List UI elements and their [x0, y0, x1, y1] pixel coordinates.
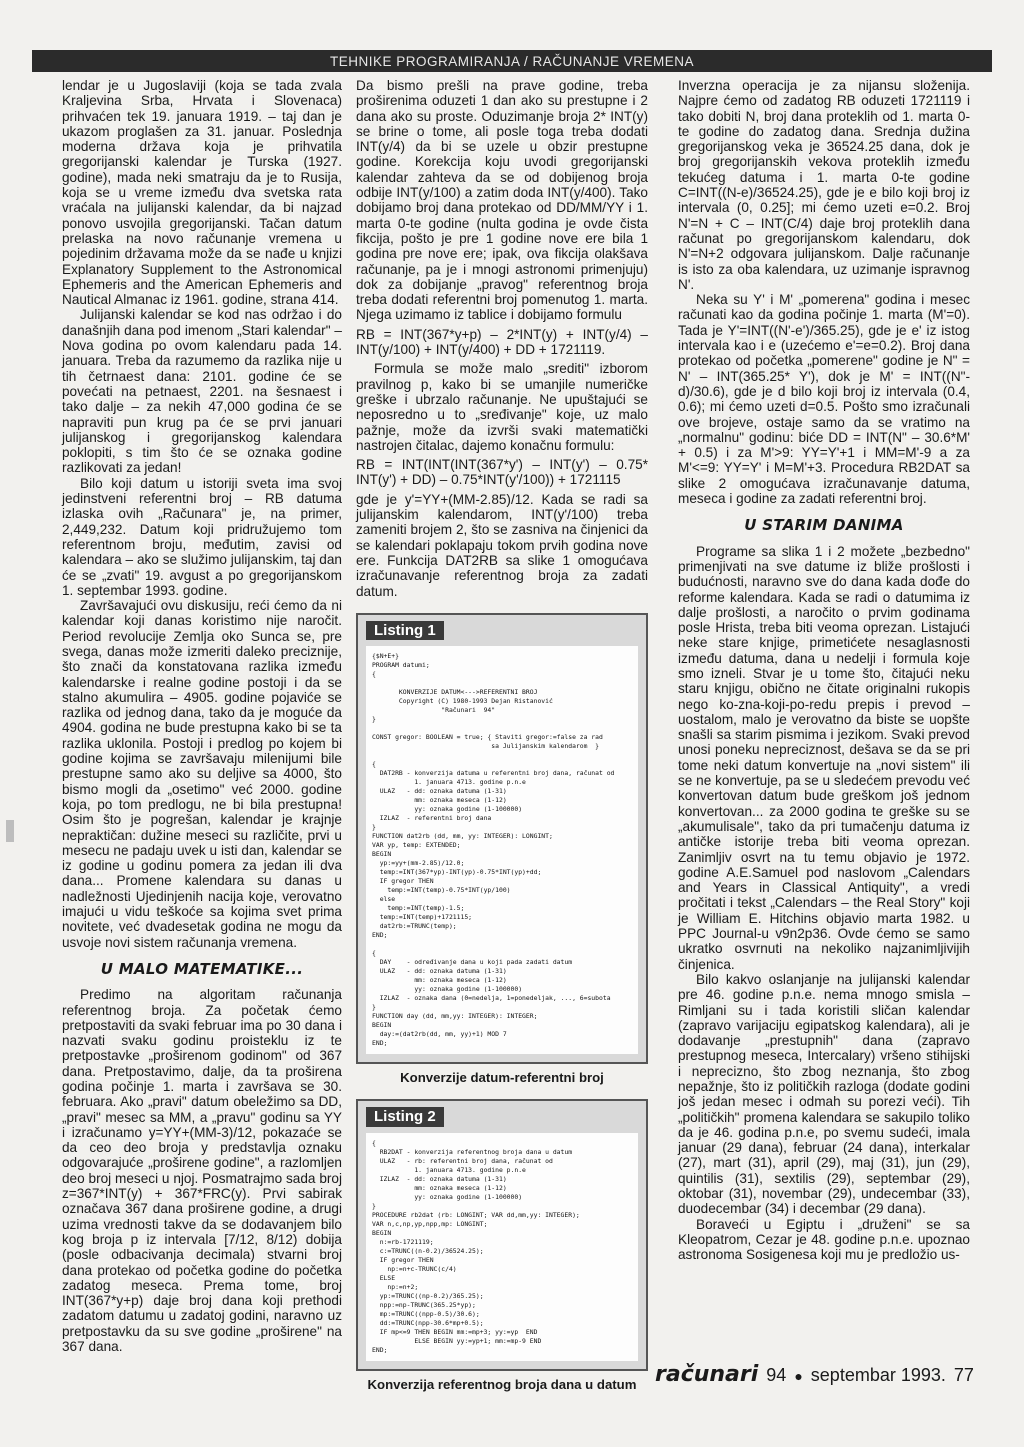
- section-heading-math: U MALO MATEMATIKE...: [100, 959, 304, 978]
- paragraph: Bilo koji datum u istoriji sveta ima svoj jedinstveni referentni broj – RB datuma izlaska ovih „Računara" je, na primer, 2,449,232. Datum koji pridružujemo tom referentnom broju, međutim, zavisi od kalendara – ako se služimo julijanskim, taj dan će se „zvati" 19. avgust a po gregorijanskom 1. septembar 1993. godine.: [62, 475, 342, 598]
- page-footer: [655, 1362, 995, 1387]
- listing-1-title: Listing 1: [366, 621, 444, 640]
- paragraph: lendar je u Jugoslaviji (koja se tada zvala Kraljevina Srba, Hrvata i Slovenaca) prihvaćen tek 19. januara 1919. – taj dan je ukazom proglašen za 31. januar. Poslednja moderna država koja je prihvatila gregorijanski kalendar je Turska (1927. godine), mada neki smatraju da je to Rusija, koja se u vreme između dva svetska rata vraćala na julijanski kalendar, da bi najzad ponovo usvojila gregorijanski. Tačan datum prelaska na novo računanje vremena u pojedinim državama može da se nađe u knjizi Explanatory Supplement to the Astronomical Ephemeris and the American Ephemeris and Nautical Almanac iz 1961. godine, strana 414.: [62, 78, 342, 308]
- article-column-1: [62, 78, 342, 1354]
- section-title: TEHNIKE PROGRAMIRANJA / RAČUNANJE VREMENA: [329, 53, 695, 69]
- listing-1-caption: Konverzije datum-referentni broj: [400, 1070, 604, 1086]
- listing-2-title: Listing 2: [366, 1107, 444, 1126]
- article-column-3: [678, 78, 970, 1263]
- listing-2-box: [356, 1099, 648, 1370]
- paragraph: Formula se može malo „srediti" izborom pravilnog p, kako bi se umanjile numeričke greške i ubrzalo računanje. Ne upuštajući se neposredno u to „sređivanje" koje, uz malo pažnje, može da izvrši svaki matematički nastrojen čitalac, dajemo konačnu formulu:: [356, 361, 648, 453]
- paragraph: Da bismo prešli na prave godine, treba proširenima oduzeti 1 dan ako su prestupne i 2 dana ako su proste. Oduzimanje broja 2* INT(y) se brine o tome, ali posle toga treba dodati INT(y/4) da bi se uzele u obzir prestupne godine. Korekcija koju uvodi gregorijanski kalendar zahteva da se od dobijenog broja odbije INT(y/100) a zatim doda INT(y/400). Tako dobijamo broj dana protekao od DD/MM/YY i 1. marta 0-te godine (nulta godina je ovde čista fikcija, pošto je pre 1 godine nove ere bila 1 godina pre nove ere; ipak, ova fikcija olakšava računanje, pa je i mnogi astronomi primenjuju) dok za dobijanje „pravog" referentnog broja treba dodati referentni broj pomenutog 1. marta. Njega uzimamo iz tablice i dobijamo formulu: [356, 78, 648, 323]
- issue-number: 94: [766, 1365, 787, 1385]
- section-header-bar: [32, 50, 992, 72]
- paragraph: Bilo kakvo oslanjanje na julijanski kalendar pre 46. godine p.n.e. nema mnogo smisla – Rimljani su i tada koristili sličan kalendar (zapravo varijaciju egipatskog kalendara), ali je dodavanje „prestupnih" dana (zapravo prestupnog meseca, Intercalary) vršeno stihijski i neprecizno, što zbog neznanja, što zbog nepažnje, što iz političkih razloga (dodate godini još jedan mesec i odmah su porezi veći). Tih „političkih" promena kalendara se sakupilo toliko da je 46. godina p.n.e, po svemu sudeći, imala januar (29 dana), februar (24 dana), interkalar (27), mart (31), april (29), maj (31), jun (29), quintilis (31), sextilis (29), septembar (29), oktobar (31), novembar (29), undecembar (33), duodecembar (34) i decembar (29 dana).: [678, 971, 970, 1217]
- paragraph: Programe sa slika 1 i 2 možete „bezbedno" primenjivati na sve datume iz bliže prošlosti i budućnosti, naravno sve do dana kada dođe do reforme kalendara. Kada se radi o datumima iz dalje prošlosti, a naročito o prvim godinama posle Hrista, treba biti veoma oprezan. Listajući neke stare knjige, primetićete nesaglasnosti između datuma, dana u nedelji i formula koje smo izneli. Stvar je u tome što, čitajući neku staru knjigu, obično ne čitate originalni rukopis nego ko-zna-koji-po-redu prepis i prevod – uostalom, malo je verovatno da biste se uopšte snašli sa starim pismima i jezikom. Svaki prevod unosi poneku nepreciznost, dešava se da se pri tome neki datum konvertuje na „novi sistem" ili se ne konvertuje, pa se u sledećem prevodu već konvertovan datum bude greškom još jednom konvertovan... za 2000 godina te greške su se „akumulisale", tako da pri tumačenju datuma iz antičke istorije treba biti veoma oprezan. Zanimljiv osvrt na tu temu objavio je 1972. godine A.E.Samuel pod naslovom „Calendars and Years in Classical Antiquity", a vredi pročitati i tekst „Calendars – the Real Story" koji je William E. Hitchins objavio marta 1982. u PPC Journal-u v9n2p36. Ovde ćemo se samo ukratko osvrnuti na nekoliko najzanimljivijih činjenica.: [678, 543, 970, 972]
- formula-rb-final: RB = INT(INT(INT(367*y') – INT(y') – 0.75* INT(y') + DD) – 0.75*INT(y'/100)) + 1721115: [356, 457, 648, 488]
- listing-2-caption: Konverzija referentnog broja dana u datum: [367, 1376, 637, 1392]
- paragraph: gde je y'=YY+(MM-2.85)/12. Kada se radi sa julijanskim kalendarom, INT(y'/100) treba zameniti brojem 2, što se zasniva na činjenici da se kalendari poklapaju tokom prvih godina nove ere. Funkcija DAT2RB sa slike 1 omogućava izračunavanje referentnog broja za zadati datum.: [356, 491, 648, 599]
- paragraph: Boraveći u Egiptu i „druženi" se sa Kleopatrom, Cezar je 48. godine p.n.e. upoznao astronoma Sosigenesa koji mu je predložio us-: [678, 1216, 970, 1263]
- paragraph: Inverzna operacija je za nijansu složenija. Najpre ćemo od zadatog RB oduzeti 1721119 i tako dobiti N, broj dana proteklih od 1. marta 0-te godine do zadatog dana. Srednja dužina gregorijanskog veka je 36524.25 dana, dok je broj gregorijanskih vekova proteklih između tekućeg datuma i 1. marta 0-te godine C=INT((N-e)/36524.25), gde je e bilo koji broj iz intervala (0, 0.25]; mi ćemo uzeti e=0.2. Broj N'=N + C – INT(C/4) daje broj proteklih dana računat po gregorijanskom kalendaru, dok N'=N+2 odgovara julijanskom. Dalje računanje is isto za oba kalendara, uz uzimanje ispravnog N'.: [678, 78, 970, 292]
- paragraph: Završavajući ovu diskusiju, reći ćemo da ni kalendar koji danas koristimo nije naročit. Period revolucije Zemlja oko Sunca se, pre svega, danas može izmeriti daleko preciznije, što znači da konstatovana razlika između kalendarske i realne godine postoji i da se stalno akumulira – 4905. godine pojaviće se razlika od jednog dana, tako da je moguće da 4904. godina ne bude prestupna kako bi se ta razlika uklonila. Postoji i predlog po kojem bi godine kojima se završavaju milenijumi bile prestupne samo ako su deljive sa 4000, što bismo mogli da „osetimo" već 2000. godine koja, po tom predlogu, ne bi bila prestupna! Osim što je pogrešan, kalendar je krajnje nepraktičan: dužine meseci su različite, prvi u mesecu ne padaju uvek u isti dan, kalendar se iz godine u godinu pomera za jedan ili dva dana... Promene kalendara su danas u nadležnosti Ujedinjenih nacija koje, verovatno imajući u vidu teškoće sa kojima svet prima novitete, već dvadesetak godina ne mogu da usvoje novi sistem računanja vremena.: [62, 598, 342, 950]
- paragraph: Predimo na algoritam računanja referentnog broja. Za početak ćemo pretpostaviti da svaki februar ima po 30 dana i nazvati svaku godinu proisteklu iz te pretpostavke „proširenom godinom" od 367 dana. Pretpostavimo, dalje, da ta proširena godina počinje 1. marta i završava se 30. februara. Ako „pravi" datum obeležimo sa DD, „pravi" mesec sa MM, a „pravu" godinu sa YY i izračunamo y=YY+(MM-3)/12, pokazaće se da ceo deo broja y predstavlja oznaku odgovarajuće „proširene godine", a razlomljen deo broj meseci u njoj. Posmatrajmo sada broj z=367*INT(y) + 367*FRC(y). Prvi sabirak označava 367 dana proširene godine, a drugi uzima vrednosti takve da se dodavanjem bilo kog broja p iz intervala [7/12, 8/12) dobija (posle odbacivanja decimala) stvarni broj dana protekao od početka godine do početka zadatog meseca. Prema tome, broj INT(367*y+p) daje broj dana koji prethodi zadatom datumu u zadatoj godini, naravno uz pretpostavku da su sve godine „proširene" na 367 dana.: [62, 987, 342, 1355]
- formula-rb: RB = INT(367*y+p) – 2*INT(y) + INT(y/4) – INT(y/100) + INT(y/400) + DD + 1721119.: [356, 326, 648, 358]
- paragraph: Julijanski kalendar se kod nas održao i do današnjih dana pod imenom „Stari kalendar" – Nova godina po ovom kalendaru pada 14. januara. Treba da razumemo da razlika nije u tih četrnaest dana: 2101. godine će se povećati na petnaest, 2201. na šesnaest i tako dalje – za nekih 47,000 godina će se napraviti pun krug pa će se prvi januari julijanskog i gregorijanskog kalendara poklopiti, s tim što će se oznaka godine razlikovati za jedan!: [62, 307, 342, 476]
- section-heading-old-days: U STARIM DANIMA: [744, 516, 904, 535]
- issue-date: septembar 1993.: [810, 1365, 946, 1385]
- page-number: 77: [953, 1365, 974, 1385]
- bullet-separator: ●: [794, 1368, 803, 1384]
- page-edge-mark: [6, 820, 14, 842]
- listing-2-code: { RB2DAT - konverzija referentnog broja dana u datum ULAZ - rb: referentni broj dana, računat od 1. januara 4713. godine p.n.e IZLAZ - dd: oznaka datuma (1-31) mm: oznaka meseca (1-12) yy: oznaka godine (1-100000) } PROCEDURE rb2dat (rb: LONGINT; VAR dd,mm,yy: INTEGER); VAR n,c,np,yp,npp,mp: LONGINT; BEGIN n:=rb-1721119; c:=TRUNC((n-0.2)/36524.25); IF gregor THEN np:=n+c-TRUNC(c/4) ELSE np:=n+2; yp:=TRUNC((np-0.2)/365.25); npp:=np-TRUNC(365.25*yp); mp:=TRUNC((npp-0.5)/30.6); dd:=TRUNC(npp-30.6*mp+0.5); IF mp<=9 THEN BEGIN mm:=mp+3; yy:=yp END ELSE BEGIN yy:=yp+1; mm:=mp-9 END END;: [366, 1133, 638, 1361]
- listing-1-box: [356, 613, 648, 1064]
- listing-1-code: {$N+E+} PROGRAM datumi; { KONVERZIJE DATUM<--->REFERENTNI BROJ Copyright (C) 1980-1993 Dejan Ristanović "Računari 94" } CONST gregor: BOOLEAN = true; { Staviti gregor:=false za rad sa Julijanskim kalendarom } { DAT2RB - konverzija datuma u referentni broj dana, računat od 1. januara 4713. godine p.n.e ULAZ - dd: oznaka datuma (1-31) mm: oznaka meseca (1-12) yy: oznaka godine (1-100000) IZLAZ - referentni broj dana } FUNCTION dat2rb (dd, mm, yy: INTEGER): LONGINT; VAR yp, temp: EXTENDED; BEGIN yp:=yy+(mm-2.85)/12.0; temp:=INT(367*yp)-INT(yp)-0.75*INT(yp)+dd; IF gregor THEN temp:=INT(temp)-0.75*INT(yp/100) else temp:=INT(temp)-1.5; temp:=INT(temp)+1721115; dat2rb:=TRUNC(temp); END; { DAY - određivanje dana u koji pada zadati datum ULAZ - dd: oznaka datuma (1-31) mm: oznaka meseca (1-12) yy: oznaka godine (1-100000) IZLAZ - oznaka dana (0=nedelja, 1=ponedeljak, ..., 6=subota } FUNCTION day (dd, mm,yy: INTEGER): INTEGER; BEGIN day:=(dat2rb(dd, mm, yy)+1) MOD 7 END;: [366, 646, 638, 1054]
- article-column-2: [356, 78, 648, 1392]
- magazine-name: računari: [655, 1362, 759, 1387]
- paragraph: Neka su Y' i M' „pomerena" godina i mesec računati kao da godina počinje 1. marta (M'=0). Tada je Y'=INT((N'-e')/365.25), gde je e' iz istog intervala kao i e (uzećemo e'=e=0.2). Broj dana protekao od početka „pomerene" godine je N" = N' – INT(365.25* Y'), dok je M' = INT((N"-d)/30.6), gde je d bilo koji broj iz intervala (0.4, 0.6); mi ćemo uzeti d=0.5. Pošto smo izračunali ove brojeve, ostaje samo da se vratimo na „normalnu" godinu: biće DD = INT(N" – 30.6*M' + 0.5) i za M'>9: YY=Y'+1 i MM=M'-9 a za M'<=9: YY=Y' i M=M'+3. Procedura RB2DAT sa slike 2 omogućava izračunavanje datuma, meseca i godine za zadati referentni broj.: [678, 292, 970, 507]
